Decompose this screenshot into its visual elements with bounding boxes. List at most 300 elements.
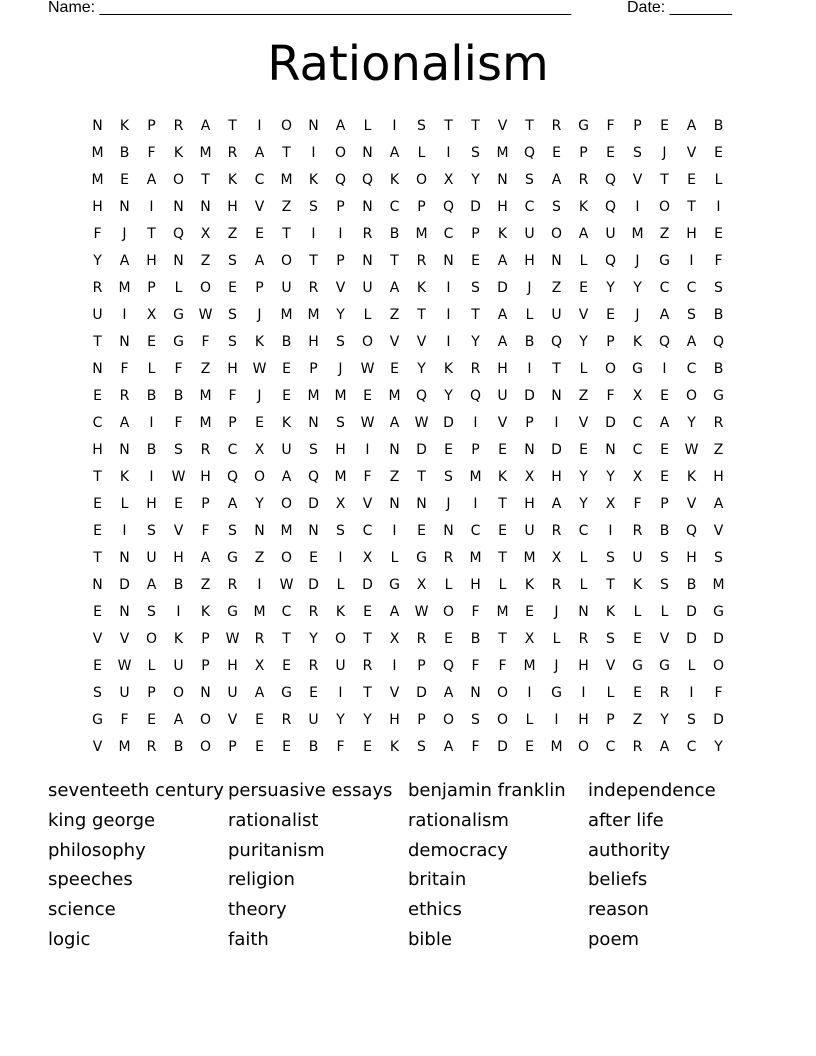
grid-cell: N <box>119 550 130 566</box>
grid-cell: E <box>417 523 426 539</box>
grid-cell: Z <box>659 226 670 242</box>
grid-cell: E <box>309 685 318 701</box>
grid-cell: Z <box>200 577 211 593</box>
grid-cell: O <box>577 739 590 755</box>
grid-cell: V <box>362 496 373 512</box>
grid-cell: M <box>91 145 104 161</box>
grid-cell: N <box>200 685 211 701</box>
grid-cell: Y <box>444 388 453 404</box>
grid-cell: X <box>551 550 562 566</box>
grid-cell: V <box>686 145 697 161</box>
grid-row <box>84 491 732 518</box>
grid-cell: U <box>92 307 103 323</box>
grid-cell: J <box>446 496 451 512</box>
grid-cell: E <box>660 442 669 458</box>
grid-cell: N <box>200 199 211 215</box>
grid-cell: Y <box>606 280 615 296</box>
grid-cell: S <box>687 712 696 728</box>
grid-cell: U <box>632 550 643 566</box>
grid-cell: C <box>632 415 643 431</box>
grid-cell: P <box>417 712 426 728</box>
grid-cell: W <box>279 577 294 593</box>
grid-cell: Y <box>255 496 264 512</box>
grid-cell: K <box>389 172 400 188</box>
grid-cell: H <box>551 469 562 485</box>
grid-cell: S <box>228 307 237 323</box>
grid-cell: X <box>524 631 535 647</box>
grid-cell: J <box>662 145 667 161</box>
grid-cell: M <box>91 172 104 188</box>
grid-cell: N <box>308 118 319 134</box>
grid-cell: B <box>470 631 481 647</box>
grid-cell: Q <box>226 469 239 485</box>
grid-row <box>84 464 732 491</box>
grid-cell: Z <box>713 442 724 458</box>
word-list-item: puritanism <box>228 839 325 861</box>
grid-cell: K <box>389 739 400 755</box>
grid-cell: V <box>92 631 103 647</box>
grid-cell: I <box>608 523 613 539</box>
grid-cell: S <box>93 685 102 701</box>
grid-cell: X <box>632 388 643 404</box>
grid-cell: R <box>119 388 130 404</box>
word-list-item: ethics <box>408 899 462 921</box>
grid-cell: I <box>446 280 451 296</box>
grid-cell: Q <box>712 334 725 350</box>
grid-cell: G <box>416 550 427 566</box>
grid-cell: P <box>606 712 615 728</box>
grid-cell: F <box>633 496 642 512</box>
grid-cell: X <box>524 469 535 485</box>
grid-cell: E <box>633 685 642 701</box>
grid-row <box>84 626 732 653</box>
grid-row <box>84 140 732 167</box>
grid-cell: Y <box>633 280 642 296</box>
grid-cell: O <box>361 334 374 350</box>
grid-cell: P <box>201 658 210 674</box>
grid-cell: R <box>227 577 238 593</box>
grid-cell: H <box>335 442 346 458</box>
grid-row <box>84 167 732 194</box>
grid-cell: W <box>360 415 375 431</box>
word-list-item: benjamin franklin <box>408 780 566 801</box>
grid-cell: E <box>633 631 642 647</box>
grid-cell: U <box>173 658 184 674</box>
grid-cell: E <box>255 712 264 728</box>
grid-cell: C <box>254 172 265 188</box>
grid-cell: R <box>551 118 562 134</box>
grid-cell: X <box>254 442 265 458</box>
grid-cell: E <box>282 658 291 674</box>
grid-cell: N <box>497 172 508 188</box>
grid-cell: D <box>416 685 427 701</box>
grid-cell: A <box>200 550 211 566</box>
grid-row <box>84 518 732 545</box>
grid-cell: H <box>200 469 211 485</box>
grid-cell: H <box>227 199 238 215</box>
grid-cell: F <box>174 361 183 377</box>
grid-cell: E <box>498 442 507 458</box>
grid-cell: F <box>201 523 210 539</box>
grid-cell: E <box>660 118 669 134</box>
grid-cell: F <box>201 334 210 350</box>
grid-cell: N <box>470 685 481 701</box>
grid-cell: O <box>280 253 293 269</box>
word-list-item: authority <box>588 839 671 861</box>
grid-cell: F <box>471 604 480 620</box>
grid-cell: M <box>415 226 428 242</box>
grid-cell: R <box>416 631 427 647</box>
grid-cell: O <box>658 199 671 215</box>
grid-cell: R <box>713 415 724 431</box>
grid-row <box>84 356 732 383</box>
grid-cell: R <box>254 631 265 647</box>
grid-cell: F <box>120 712 129 728</box>
grid-cell: L <box>660 604 669 620</box>
grid-cell: I <box>473 496 478 512</box>
grid-cell: C <box>686 361 697 377</box>
grid-row <box>84 437 732 464</box>
grid-cell: P <box>525 415 534 431</box>
grid-cell: T <box>147 226 156 242</box>
grid-cell: I <box>635 199 640 215</box>
grid-cell: T <box>93 469 102 485</box>
grid-cell: N <box>389 442 400 458</box>
grid-cell: E <box>93 604 102 620</box>
grid-cell: V <box>389 334 400 350</box>
grid-cell: Z <box>281 199 292 215</box>
grid-cell: E <box>714 226 723 242</box>
grid-cell: I <box>392 658 397 674</box>
grid-cell: S <box>228 523 237 539</box>
grid-cell: G <box>227 604 238 620</box>
grid-cell: S <box>606 631 615 647</box>
grid-cell: O <box>442 604 455 620</box>
grid-cell: X <box>389 631 400 647</box>
grid-cell: A <box>659 415 670 431</box>
grid-cell: V <box>497 118 508 134</box>
grid-cell: A <box>254 145 265 161</box>
grid-cell: L <box>174 280 183 296</box>
grid-cell: A <box>686 334 697 350</box>
grid-cell: G <box>659 658 670 674</box>
grid-cell: J <box>338 361 343 377</box>
grid-cell: B <box>308 739 319 755</box>
grid-cell: B <box>281 334 292 350</box>
grid-cell: X <box>416 577 427 593</box>
grid-cell: T <box>282 145 291 161</box>
grid-cell: O <box>442 712 455 728</box>
grid-cell: U <box>362 280 373 296</box>
grid-cell: N <box>119 334 130 350</box>
grid-cell: L <box>552 631 561 647</box>
grid-row <box>84 653 732 680</box>
grid-cell: O <box>199 712 212 728</box>
grid-cell: T <box>444 118 453 134</box>
grid-cell: I <box>338 226 343 242</box>
word-column <box>408 777 588 956</box>
grid-cell: O <box>199 739 212 755</box>
grid-cell: D <box>713 712 724 728</box>
grid-cell: C <box>362 523 373 539</box>
grid-cell: T <box>687 199 696 215</box>
grid-cell: I <box>662 361 667 377</box>
grid-cell: M <box>334 469 347 485</box>
word-list-item: rationalist <box>228 809 319 831</box>
grid-cell: P <box>309 361 318 377</box>
grid-cell: U <box>524 523 535 539</box>
grid-cell: M <box>307 388 320 404</box>
grid-cell: S <box>714 550 723 566</box>
grid-cell: O <box>280 118 293 134</box>
grid-cell: M <box>496 604 509 620</box>
grid-cell: M <box>469 469 482 485</box>
word-list-item: philosophy <box>48 839 146 861</box>
grid-cell: O <box>685 388 698 404</box>
grid-cell: Y <box>606 469 615 485</box>
word-list-item: king george <box>48 809 156 831</box>
word-list-item: independence <box>588 780 716 801</box>
grid-cell: D <box>713 631 724 647</box>
grid-cell: C <box>524 199 535 215</box>
grid-cell: M <box>280 172 293 188</box>
grid-cell: H <box>227 658 238 674</box>
grid-cell: E <box>282 388 291 404</box>
grid-cell: H <box>686 550 697 566</box>
grid-cell: T <box>282 631 291 647</box>
grid-row <box>84 221 732 248</box>
grid-row <box>84 410 732 437</box>
grid-cell: D <box>497 280 508 296</box>
grid-cell: A <box>443 739 454 755</box>
grid-cell: K <box>497 469 508 485</box>
grid-cell: T <box>471 307 480 323</box>
grid-cell: R <box>200 442 211 458</box>
grid-cell: L <box>525 307 534 323</box>
grid-cell: R <box>362 658 373 674</box>
grid-cell: P <box>660 496 669 512</box>
grid-cell: Z <box>632 712 643 728</box>
grid-cell: S <box>417 118 426 134</box>
grid-cell: Q <box>307 469 320 485</box>
grid-cell: V <box>659 631 670 647</box>
grid-cell: I <box>392 523 397 539</box>
grid-cell: E <box>579 280 588 296</box>
grid-cell: C <box>605 739 616 755</box>
grid-cell: B <box>686 577 697 593</box>
grid-cell: L <box>120 496 129 512</box>
grid-cell: Z <box>200 361 211 377</box>
grid-cell: U <box>308 712 319 728</box>
grid-cell: F <box>336 739 345 755</box>
grid-cell: N <box>254 523 265 539</box>
grid-cell: I <box>257 118 262 134</box>
grid-cell: E <box>93 523 102 539</box>
grid-cell: M <box>496 145 509 161</box>
grid-cell: R <box>632 523 643 539</box>
grid-cell: J <box>257 307 262 323</box>
grid-cell: O <box>253 469 266 485</box>
grid-cell: T <box>417 469 426 485</box>
grid-cell: L <box>714 172 723 188</box>
grid-cell: D <box>470 199 481 215</box>
grid-cell: E <box>363 604 372 620</box>
grid-cell: M <box>307 307 320 323</box>
grid-cell: M <box>712 577 725 593</box>
grid-cell: A <box>335 118 346 134</box>
grid-cell: K <box>632 334 643 350</box>
grid-cell: D <box>551 442 562 458</box>
grid-cell: R <box>308 604 319 620</box>
word-list-item: seventeeth century <box>48 780 224 801</box>
grid-cell: S <box>336 415 345 431</box>
grid-row <box>84 248 732 275</box>
page-title: Rationalism <box>267 36 549 92</box>
grid-row <box>84 734 732 761</box>
grid-cell: H <box>578 712 589 728</box>
grid-cell: Q <box>361 172 374 188</box>
grid-cell: Q <box>523 145 536 161</box>
word-list-item: reason <box>588 899 649 921</box>
grid-cell: R <box>173 118 184 134</box>
grid-cell: Y <box>660 712 669 728</box>
grid-cell: C <box>92 415 103 431</box>
grid-cell: A <box>389 145 400 161</box>
grid-cell: G <box>551 685 562 701</box>
grid-cell: T <box>228 118 237 134</box>
grid-cell: C <box>389 199 400 215</box>
grid-cell: J <box>122 226 127 242</box>
grid-cell: P <box>417 199 426 215</box>
grid-cell: Z <box>200 253 211 269</box>
grid-cell: K <box>524 577 535 593</box>
grid-row <box>84 113 732 140</box>
grid-cell: R <box>227 145 238 161</box>
grid-cell: S <box>525 172 534 188</box>
grid-cell: L <box>336 577 345 593</box>
grid-cell: D <box>443 415 454 431</box>
grid-cell: K <box>335 604 346 620</box>
grid-cell: V <box>497 415 508 431</box>
grid-cell: H <box>713 469 724 485</box>
grid-cell: W <box>117 658 132 674</box>
grid-cell: F <box>498 658 507 674</box>
word-list-item: logic <box>48 928 91 950</box>
grid-cell: E <box>687 172 696 188</box>
grid-cell: I <box>446 307 451 323</box>
grid-cell: Y <box>471 172 480 188</box>
grid-cell: D <box>308 577 319 593</box>
grid-cell: I <box>446 334 451 350</box>
grid-cell: D <box>119 577 130 593</box>
grid-cell: X <box>335 496 346 512</box>
grid-cell: L <box>498 577 507 593</box>
grid-cell: Y <box>309 631 318 647</box>
grid-cell: H <box>227 361 238 377</box>
grid-cell: N <box>524 442 535 458</box>
grid-cell: E <box>471 253 480 269</box>
grid-cell: M <box>199 145 212 161</box>
grid-cell: Y <box>336 712 345 728</box>
grid-cell: L <box>147 658 156 674</box>
grid-cell: E <box>606 307 615 323</box>
grid-cell: P <box>201 631 210 647</box>
grid-cell: S <box>228 253 237 269</box>
grid-cell: G <box>281 685 292 701</box>
grid-cell: V <box>686 496 697 512</box>
grid-cell: A <box>119 253 130 269</box>
grid-cell: Y <box>714 739 723 755</box>
grid-cell: H <box>146 253 157 269</box>
grid-cell: H <box>497 199 508 215</box>
grid-cell: R <box>578 172 589 188</box>
grid-cell: J <box>554 604 559 620</box>
grid-cell: Y <box>579 469 588 485</box>
grid-cell: S <box>471 712 480 728</box>
grid-cell: E <box>525 604 534 620</box>
grid-cell: I <box>689 253 694 269</box>
grid-cell: N <box>362 199 373 215</box>
grid-cell: R <box>92 280 103 296</box>
word-list-item: persuasive essays <box>228 780 393 801</box>
grid-cell: R <box>659 685 670 701</box>
grid-cell: W <box>225 631 240 647</box>
grid-cell: F <box>120 361 129 377</box>
grid-row <box>84 194 732 221</box>
grid-cell: E <box>444 442 453 458</box>
grid-cell: I <box>122 307 127 323</box>
grid-cell: F <box>471 739 480 755</box>
grid-cell: N <box>92 118 103 134</box>
grid-cell: V <box>632 172 643 188</box>
grid-cell: Y <box>417 361 426 377</box>
grid-cell: F <box>174 415 183 431</box>
grid-cell: G <box>632 658 643 674</box>
grid-cell: N <box>92 577 103 593</box>
grid-cell: P <box>336 253 345 269</box>
grid-cell: G <box>173 307 184 323</box>
grid-cell: W <box>171 469 186 485</box>
grid-cell: K <box>200 604 211 620</box>
grid-cell: R <box>362 226 373 242</box>
grid-cell: T <box>390 253 399 269</box>
grid-cell: G <box>713 388 724 404</box>
grid-cell: L <box>633 604 642 620</box>
letter-grid <box>84 113 732 761</box>
grid-cell: O <box>496 685 509 701</box>
grid-cell: A <box>551 172 562 188</box>
grid-cell: E <box>255 739 264 755</box>
grid-cell: F <box>471 658 480 674</box>
grid-cell: R <box>308 658 319 674</box>
grid-cell: P <box>255 280 264 296</box>
grid-cell: R <box>443 550 454 566</box>
grid-cell: I <box>554 712 559 728</box>
grid-cell: G <box>92 712 103 728</box>
grid-cell: N <box>389 496 400 512</box>
grid-cell: J <box>635 307 640 323</box>
grid-cell: U <box>146 550 157 566</box>
grid-cell: T <box>309 253 318 269</box>
grid-cell: O <box>334 145 347 161</box>
grid-cell: E <box>282 739 291 755</box>
grid-cell: E <box>147 334 156 350</box>
grid-cell: M <box>631 226 644 242</box>
grid-cell: S <box>309 442 318 458</box>
grid-cell: K <box>173 631 184 647</box>
grid-cell: L <box>417 145 426 161</box>
grid-cell: S <box>147 604 156 620</box>
